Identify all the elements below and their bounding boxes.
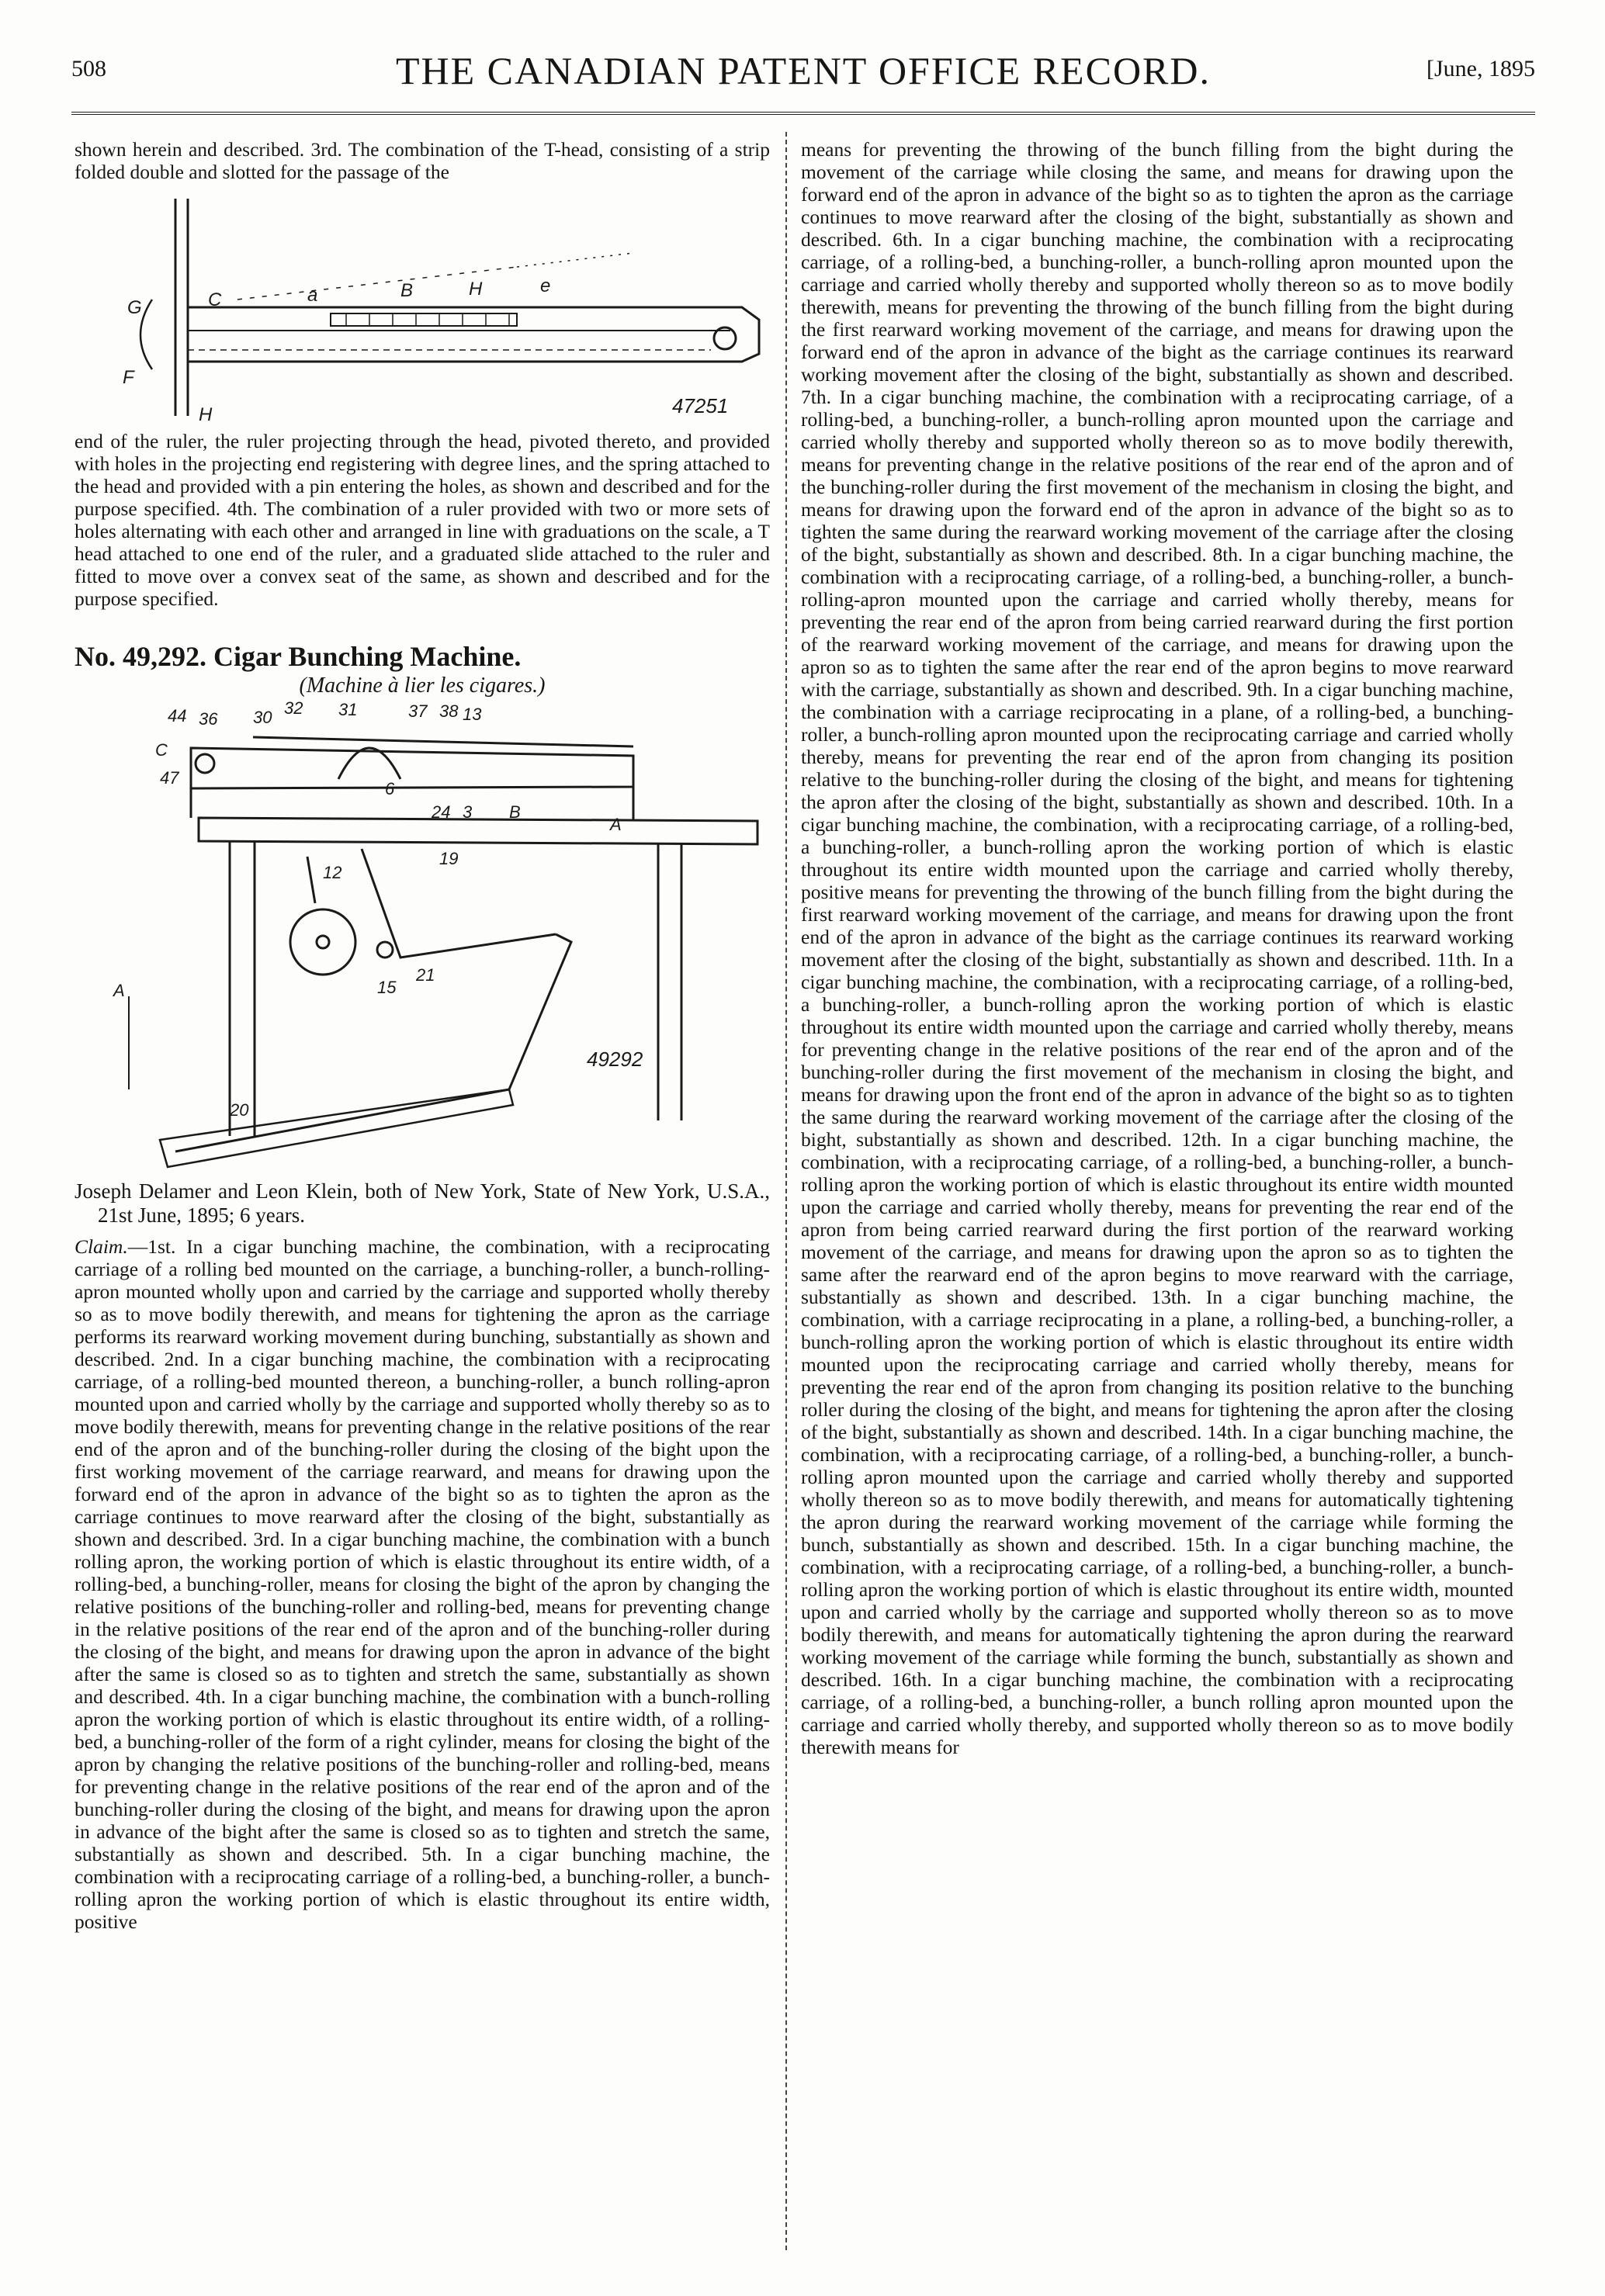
page-header — [71, 45, 1535, 102]
continued-text-bottom: end of the ruler, the ruler projecting through the head, pivoted thereto, and provided with holes in the projecting end registering with degree lines, and the spring attached to the head and provided with a pin entering the holes, as shown and described and for the purpose specified. 4th. The combination of a ruler provided with two or more sets of holes alternating with each other and arranged in line with graduations on the scale, a T head attached to one end of the ruler, and a graduated slide attached to the ruler and fitted to move over a convex seat of the same, as shown and described and for the purpose specified. — [75, 430, 770, 610]
header-rule — [71, 112, 1535, 115]
svg-text:31: 31 — [338, 701, 358, 719]
svg-text:32: 32 — [284, 701, 303, 718]
svg-text:A: A — [113, 981, 125, 1000]
svg-text:12: 12 — [323, 863, 342, 882]
claims-continued-text: means for preventing the throwing of the bunch filling from the bight during the movement of the carriage while closing the same, and means for drawing upon the forward end of the apron in advance of the bight so as to tighten the apron as the carriage continues to move rearward after the closing of the bight, substantially as shown and described. 6th. In a cigar bunching machine, the combination with a reciprocating carriage, of a rolling-bed, a bunching-roller, a bunch-rolling apron mounted upon the carriage and carried wholly thereby and supported wholly thereon so as to move bodily therewith, means for preventing the throwing of the bunch filling from the bight during the first rearward working movement of the carriage, and means for drawing upon the forward end of the apron in advance of the bight as the carriage continues its rearward working movement after the closing of the bight, substantially as shown and described. 7th. In a cigar bunching machine, the combination with a reciprocating carriage, of a rolling-bed, a bunching-roller, a bunch-rolling apron mounted upon the carriage and carried wholly thereby and supported wholly thereon so as to move bodily therewith, means for preventing change in the relative positions of the rear end of the apron and of the bunching-roller during the first movement of the mechanism in closing the bight, and means for drawing upon the forward end of the apron in advance of the bight so as to tighten the same during the rearward working movement of the carriage after the closing of the bight, substantially as shown and described. 8th. In a cigar bunching machine, the combination with a reciprocating carriage, of a rolling-bed, a bunching-roller, a bunch-rolling-apron mounted upon the carriage and carried wholly thereby, means for preventing the rear end of the apron from being carried rearward during the first portion of the rearward working movement of the carriage, and means for drawing upon the apron so as to tighten the same after the rear end of the apron begins to move rearward with the carriage, substantially as shown and described. 9th. In a cigar bunching machine, the combination with a carriage reciprocating in a plane, of a rolling-bed, a bunching-roller, a bunch-rolling apron mounted upon the reciprocating carriage and carried wholly thereby, means for preventing the rear end of the apron from changing its position relative to the bunching-roller during the closing of the bight, and means for tightening the apron after the closing of the bight, substantially as shown and described. 10th. In a cigar bunching machine, the combination, with a reciprocating carriage, of a rolling-bed, a bunching-roller, a bunch-rolling apron the working portion of which is elastic throughout its entire width mounted upon the carriage and carried wholly thereby, positive means for preventing the throwing of the bunch filling from the bight during the first rearward working movement of the carriage, and means for drawing upon the front end of the apron in advance of the bight as the carriage continues its rearward working movement after the closing of the bight, substantially as shown and described. 11th. In a cigar bunching machine, the combination, with a reciprocating carriage, of a rolling-bed, a bunching-roller, a bunch-rolling apron the working portion of which is elastic throughout its entire width mounted upon the carriage and carried wholly thereby, means for preventing change in the relative positions of the rear end of the apron and of the bunching-roller during the first movement of the mechanism in closing the bight, and means for drawing upon the front end of the apron in advance of the bight so as to tighten the same during the rearward working movement of the carriage after the closing of the bight, substantially as shown and described. 12th. In a cigar bunching machine, the combination, with a reciprocating carriage, of a rolling-bed, a bunching-roller, a bunch-rolling apron the working portion of which is elastic throughout its entire width mounted upon the carriage and carried wholly thereby, means for preventing the rear end of the apron from being carried rearward during the first portion of the rearward working movement of the carriage, and means for drawing upon the apron so as to tighten the same after the rearward end of the apron begins to move rearward with the carriage, substantially as shown and described. 13th. In a cigar bunching machine, the combination, with a carriage reciprocating in a plane, a rolling-bed, a bunching-roller, a bunch-rolling apron the working portion of which is elastic throughout its entire width mounted upon the reciprocating carriage and carried wholly thereby, means for preventing the rear end of the apron from changing its position relative to the bunching roller during the closing of the bight, and means for tightening the apron after the closing of the bight, substantially as shown and described. 14th. In a cigar bunching machine, the combination, with a reciprocating carriage, of a rolling-bed, a bunching-roller, a bunch-rolling apron mounted upon the carriage and carried wholly thereby and supported wholly thereon so as to move bodily therewith, and means for automatically tightening the apron during the rearward working movement of the carriage while forming the bunch, substantially as shown and described. 15th. In a cigar bunching machine, the combination, with a reciprocating carriage, of a rolling-bed, a bunching-roller, a bunch-rolling apron the working portion of which is elastic throughout its entire width, mounted upon and carried wholly by the carriage and supported wholly thereon so as to move bodily therewith, and means for automatically tightening the apron during the rearward working movement of the carriage while forming the bunch, substantially as shown and described. 16th. In a cigar bunching machine, the combination with a reciprocating carriage, of a rolling-bed, a bunching-roller, a bunch rolling apron mounted upon the carriage and carried wholly thereby, and supported wholly thereon so as to move bodily therewith means for — [801, 138, 1513, 1758]
figure-1-number: 47251 — [672, 394, 729, 417]
svg-text:H: H — [469, 279, 483, 300]
svg-text:36: 36 — [199, 709, 218, 729]
svg-text:30: 30 — [253, 708, 272, 727]
svg-text:a: a — [307, 285, 318, 306]
page-number: 508 — [71, 56, 106, 81]
patent-subtitle: (Machine à lier les cigares.) — [299, 674, 546, 698]
svg-text:G: G — [127, 297, 142, 318]
svg-text:F: F — [123, 367, 134, 388]
svg-text:A: A — [610, 815, 622, 834]
svg-text:C: C — [155, 740, 168, 760]
svg-text:e: e — [540, 275, 551, 296]
svg-text:6: 6 — [385, 779, 395, 798]
left-column — [75, 138, 770, 1933]
column-divider — [785, 132, 787, 2250]
ruler-drawing — [75, 183, 770, 430]
figure-2-number: 49292 — [587, 1048, 643, 1071]
issue-date: [June, 1895 — [1426, 56, 1535, 81]
svg-text:3: 3 — [463, 802, 473, 822]
svg-text:B: B — [400, 280, 414, 301]
svg-text:B: B — [509, 802, 521, 822]
patent-title: No. 49,292. Cigar Bunching Machine. — [75, 641, 522, 672]
continued-text-top: shown herein and described. 3rd. The combination of the T-head, consisting of a strip folded double and slotted for the passage of the — [75, 138, 770, 183]
svg-text:C: C — [208, 289, 222, 310]
svg-text:44: 44 — [168, 706, 187, 726]
machine-drawing — [75, 701, 770, 1175]
figure-cigar-bunching-machine — [75, 701, 770, 1175]
figure-ruler-t-head — [75, 183, 770, 430]
claim-body: —1st. In a cigar bunching machine, the combination, with a reciprocating carriage of a rolling bed mounted on the carriage, a bunching-roller, a bunch-rolling-apron mounted wholly upon and carried by the carriage and supported wholly thereby so as to move bodily therewith, and means for tightening the apron as the carriage performs its rearward working movement during bunching, substantially as shown and described. 2nd. In a cigar bunching machine, the combination with a reciprocating carriage, of a rolling-bed mounted thereon, a bunching-roller, a bunch rolling-apron mounted upon and carried wholly by the carriage and supported wholly thereby so as to move bodily therewith, means for preventing change in the relative positions of the rear end of the apron and of the bunching-roller during the closing of the bight upon the first working movement of the carriage rearward, and means for drawing upon the forward end of the apron in advance of the bight so as to tighten the apron as the carriage continues to move rearward after the closing of the bight, substantially as shown and described. 3rd. In a cigar bunching machine, the combination with a bunch rolling apron, the working portion of which is elastic throughout its entire width, of a rolling-bed, a bunching-roller, means for closing the bight of the apron by changing the relative positions of the bunching-roller and rolling-bed, means for preventing change in the relative positions of the rear end of the apron and of the bunching-roller during the closing of the bight, and means for drawing upon the apron in advance of the bight after the same is closed so as to tighten and stretch the same, substantially as shown and described. 4th. In a cigar bunching machine, the combination with a bunch-rolling apron the working portion of which is elastic throughout its entire width, of a rolling-bed, a bunching-roller of the form of a right cylinder, means for closing the bight of the apron by changing the relative positions of the bunching-roller and rolling-bed, means for preventing change in the relative positions of the rear end of the apron and of the bunching-roller during the closing of the bight, and means for drawing upon the apron in advance of the bight after the same is closed so as to tighten and stretch the same, substantially as shown and described. 5th. In a cigar bunching machine, the combination with a reciprocating carriage of a rolling-bed, a bunching-roller, a bunch-rolling apron the working portion of which is elastic throughout its entire width, positive — [75, 1235, 770, 1933]
svg-text:24: 24 — [432, 802, 451, 822]
right-column — [801, 138, 1513, 1758]
svg-text:37: 37 — [408, 701, 428, 721]
svg-text:15: 15 — [377, 978, 397, 997]
claim-label: Claim. — [75, 1235, 128, 1258]
svg-text:20: 20 — [230, 1100, 249, 1120]
svg-text:21: 21 — [416, 965, 435, 985]
claims-text — [75, 1235, 770, 1933]
svg-text:13: 13 — [463, 705, 482, 724]
svg-text:38: 38 — [439, 701, 459, 721]
journal-title: THE CANADIAN PATENT OFFICE RECORD. — [395, 49, 1212, 92]
svg-text:19: 19 — [439, 849, 459, 868]
inventor-line: Joseph Delamer and Leon Klein, both of New York, State of New York, U.S.A., 21st June, 1895; 6 years. — [75, 1179, 770, 1227]
svg-text:47: 47 — [160, 768, 179, 788]
svg-text:H: H — [199, 404, 213, 425]
